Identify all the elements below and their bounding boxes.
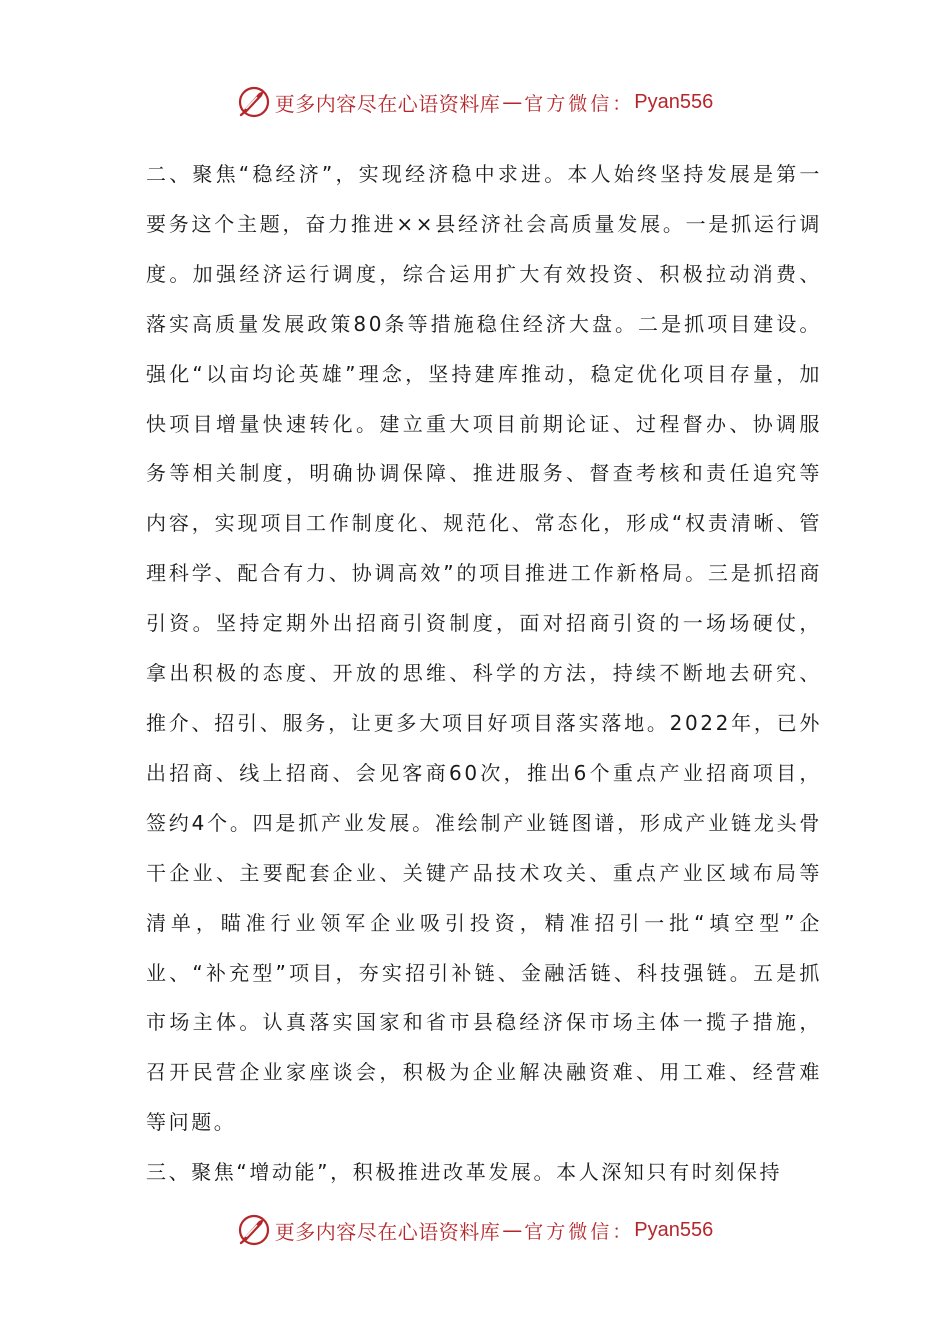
banner-official-label: 官方微信： [524, 1220, 635, 1243]
body-paragraph-2: 二、聚焦“稳经济”，实现经济稳中求进。本人始终坚持发展是第一要务这个主题，奋力推进××县经济社会高质量发展。一是抓运行调度。加强经济运行调度，综合运用扩大有效投资、积极拉动消费、落实高质量发展政策80条等措施稳住经济大盘。二是抓项目建设。强化“以亩均论英雄”理念，坚持建库推动，稳定优化项目存量，加快项目增量快速转化。建立重大项目前期论证、过程督办、协调服务等相关制度，明确协调保障、推进服务、督查考核和责任追究等内容，实现项目工作制度化、规范化、常态化，形成“权责清晰、管理科学、配合有力、协调高效”的项目推进工作新格局。三是抓招商引资。坚持定期外出招商引资制度，面对招商引资的一场场硬仗，拿出积极的态度、开放的思维、科学的方法，持续不断地去研究、推介、招引、服务，让更多大项目好项目落实落地。2022年，已外出招商、线上招商、会见客商60次，推出6个重点产业招商项目，签约4个。四是抓产业发展。准绘制产业链图谱，形成产业链龙头骨干企业、主要配套企业、关键产品技术攻关、重点产业区域布局等清单，瞄准行业领军企业吸引投资，精准招引一批“填空型”企业、“补充型”项目，夯实招引补链、金融活链、科技强链。五是抓市场主体。认真落实国家和省市县稳经济保市场主体一揽子措施，召开民营企业家座谈会，积极为企业解决融资难、用工难、经营难等问题。 [146, 162, 822, 1135]
banner-wechat-id: Pyan556 [634, 90, 714, 113]
banner-dash: — [502, 1218, 523, 1242]
banner-dash: — [502, 90, 523, 114]
header-banner [0, 82, 950, 122]
banner-brand-text: 更多内容尽在心语资料库 [274, 91, 501, 116]
body-paragraph-3: 三、聚焦“增动能”，积极推进改革发展。本人深知只有时刻保持 [146, 1160, 783, 1185]
quill-pen-seal-icon [237, 85, 271, 119]
banner-official-label: 官方微信： [524, 92, 635, 115]
document-body [146, 150, 822, 1198]
quill-pen-seal-icon [237, 1213, 271, 1247]
banner-wechat-id: Pyan556 [634, 1218, 714, 1241]
footer-banner [0, 1210, 950, 1250]
banner-brand-text: 更多内容尽在心语资料库 [274, 1219, 501, 1244]
